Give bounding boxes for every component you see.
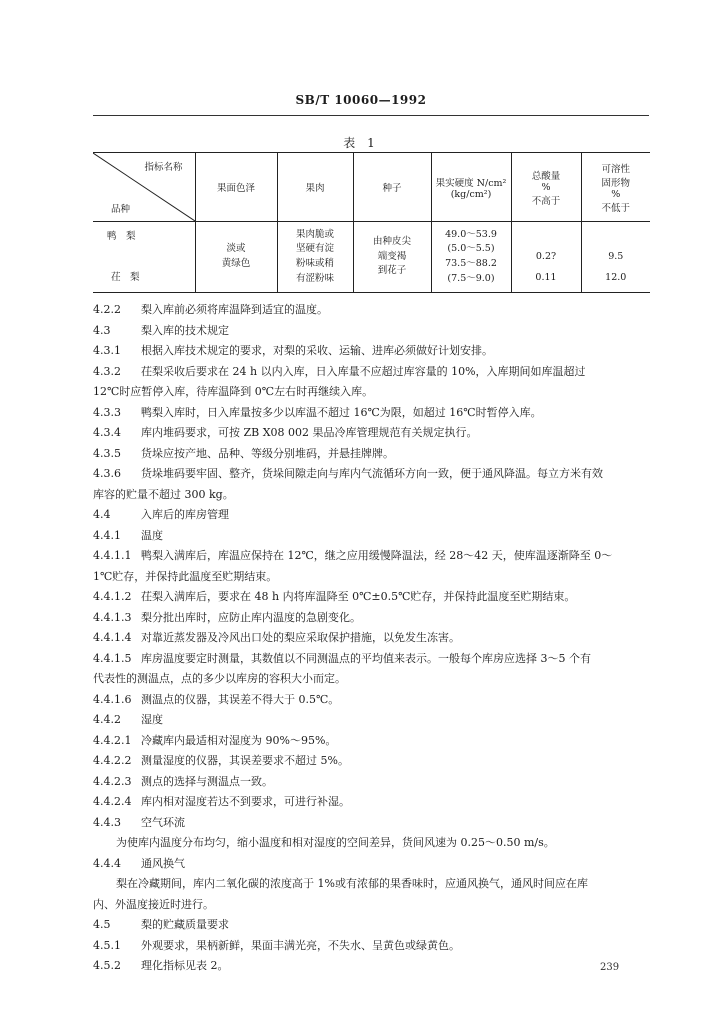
clause-text: 外观要求，果柄新鲜，果面丰满光亮，不失水、呈黄色或绿黄色。 [141,938,460,952]
paragraph [93,485,658,506]
paragraph [93,751,658,772]
clause-text: 12℃时应暂停入库，待库温降到 0℃左右时再继续入库。 [93,385,374,398]
clause-text: 理化指标见表 2。 [141,959,229,972]
paragraph [93,956,658,977]
variety-chili: 茌 梨 [111,272,140,284]
paragraph [93,649,658,670]
table-title: 表 1 [343,136,379,150]
clause-text: 库容的贮量不超过 300 kg。 [93,487,234,501]
paragraph [93,874,658,895]
standard-header: SB/T 10060—1992 [295,93,427,107]
clause-text: 鸭梨入满库后，库温应保持在 12℃，继之应用缓慢降温法，经 28～42 天，使库温逐渐降至 0～ [141,549,613,562]
clause-text: 通风换气 [141,856,185,870]
paragraph [93,464,658,485]
clause-number: 4.4.1.4 [93,631,132,644]
clause-text: 冷藏库内最适相对湿度为 90%～95%。 [141,733,337,747]
paragraph [93,403,658,424]
clause-text: 空气环流 [141,815,185,829]
clause-number: 4.4.1.3 [93,610,132,624]
clause-text: 根据入库技术规定的要求，对梨的采收、运输、进库必须做好计划安排。 [141,344,493,357]
indicator-label: 指标名称 [144,162,183,173]
paragraph [93,587,658,608]
clause-number: 4.3.4 [93,426,121,439]
clause-text: 1℃贮存，并保持此温度至贮期结束。 [93,569,278,583]
paragraph [93,444,658,465]
paragraph [93,915,658,936]
variety-cell [93,222,195,293]
clause-text: 测量湿度的仪器，其误差要求不超过 5%。 [141,754,349,767]
paragraph [93,321,658,342]
clause-text: 梨分批出库时，应防止库内温度的急剧变化。 [141,610,361,624]
col-color: 果面色泽 [195,153,277,222]
acid-yali: 0.2? [535,251,557,262]
paragraph [93,526,658,547]
clause-number: 4.4.1 [93,528,121,542]
paragraph [93,567,658,588]
variety-header-label: 品种 [111,204,131,215]
solids-chili: 12.0 [605,272,627,284]
clause-text: 货垛堆码要牢固、整齐，货垛间隙走向与库内气流循环方向一致，便于通风降温。每立方米有效 [141,467,603,480]
clause-text: 鸭梨入库时，日入库量按多少以库温不超过 16℃为限，如超过 16℃时暂停入库。 [141,405,542,419]
clause-text: 茌梨采收后要求在 24 h 以内入库，日入库量不应超过库容量的 10%，入库期间如库温超过 [141,364,586,378]
solids-cell [581,222,650,293]
clause-text: 梨在冷藏期间，库内二氧化碳的浓度高于 1%或有浓郁的果香味时，应通风换气，通风时间应在库 [116,877,588,890]
clause-number: 4.4.2.4 [93,795,132,808]
paragraph [93,341,658,362]
clause-number: 4.4.2.3 [93,774,132,788]
body-text [93,300,658,977]
clause-text: 梨入库前必须将库温降到适宜的温度。 [141,303,328,316]
diagonal-header-cell [93,153,195,222]
seed-cell: 由种皮尖 端变褐 到花子 [353,222,431,293]
col-acid: 总酸量 % 不高于 [511,153,581,222]
clause-number: 4.5.2 [93,959,121,972]
clause-number: 4.3.3 [93,405,121,419]
clause-text: 对靠近蒸发器及冷风出口处的梨应采取保护措施，以免发生冻害。 [141,631,460,644]
clause-number: 4.3.1 [93,344,121,357]
clause-number: 4.4.2.1 [93,733,132,747]
flesh-cell: 果肉脆或 坚硬有淀 粉味或稍 有涩粉味 [277,222,353,293]
clause-text: 货垛应按产地、品种、等级分别堆码，并悬挂牌牌。 [141,446,394,460]
clause-number: 4.4.1.6 [93,692,132,706]
clause-number: 4.4.1.5 [93,651,132,665]
clause-number: 4.5 [93,918,111,931]
paragraph [93,362,658,383]
clause-text: 为使库内温度分布均匀，缩小温度和相对湿度的空间差异，货间风速为 0.25～0.50 m/s。 [116,836,555,849]
paragraph [93,628,658,649]
clause-number: 4.5.1 [93,938,121,952]
clause-number: 4.4.3 [93,815,121,829]
paragraph [93,833,658,854]
table-1 [93,152,650,293]
clause-number: 4.4.2.2 [93,754,132,767]
clause-text: 内、外温度接近时进行。 [93,897,214,911]
paragraph [93,669,658,690]
paragraph [93,854,658,875]
clause-text: 测点的选择与测温点一致。 [141,774,273,788]
acid-cell [511,222,581,293]
col-solids: 可溶性 固形物 % 不低于 [581,153,650,222]
paragraph [93,772,658,793]
paragraph [93,690,658,711]
col-flesh: 果肉 [277,153,353,222]
clause-text: 梨的贮藏质量要求 [141,918,229,931]
paragraph [93,710,658,731]
clause-text: 库内堆码要求，可按 ZB X08 002 果品冷库管理规范有关规定执行。 [141,426,478,439]
paragraph [93,608,658,629]
clause-text: 代表性的测温点，点的多少以库房的容积大小而定。 [93,672,346,685]
solids-yali: 9.5 [608,251,624,262]
clause-number: 4.4.1.1 [93,549,132,562]
clause-text: 库内相对湿度若达不到要求，可进行补湿。 [141,795,350,808]
clause-text: 梨入库的技术规定 [141,323,229,337]
clause-number: 4.3 [93,323,111,337]
paragraph [93,546,658,567]
clause-number: 4.3.2 [93,364,121,378]
clause-number: 4.3.5 [93,446,121,460]
variety-yali: 鸭 梨 [107,231,136,242]
hardness-cell: 49.0～53.9 (5.0～5.5) 73.5～88.2 (7.5～9.0) [431,222,511,293]
clause-number: 4.4.2 [93,713,121,726]
col-hardness: 果实硬度 N/cm² (kg/cm²) [431,153,511,222]
paragraph [93,731,658,752]
acid-chili: 0.11 [535,272,557,284]
clause-text: 库房温度要定时测量，其数值以不同测温点的平均值来表示。一般每个库房应选择 3～5 个有 [141,651,591,665]
clause-text: 温度 [141,528,163,542]
clause-number: 4.2.2 [93,303,121,316]
clause-text: 湿度 [141,713,163,726]
paragraph [93,895,658,916]
clause-number: 4.4 [93,508,111,521]
paragraph [93,300,658,321]
clause-number: 4.3.6 [93,467,121,480]
clause-number: 4.4.4 [93,856,121,870]
page-number: 239 [600,962,620,973]
clause-text: 茌梨入满库后，要求在 48 h 内将库温降至 0℃±0.5℃贮存，并保持此温度至贮期结束。 [141,590,576,603]
clause-number: 4.4.1.2 [93,590,132,603]
col-seed: 种子 [353,153,431,222]
paragraph [93,792,658,813]
clause-text: 测温点的仪器，其误差不得大于 0.5℃。 [141,692,340,706]
paragraph [93,423,658,444]
paragraph [93,505,658,526]
paragraph [93,813,658,834]
paragraph [93,382,658,403]
color-cell: 淡或 黄绿色 [195,222,277,293]
clause-text: 入库后的库房管理 [141,508,229,521]
paragraph [93,936,658,957]
header-rule [93,115,649,116]
